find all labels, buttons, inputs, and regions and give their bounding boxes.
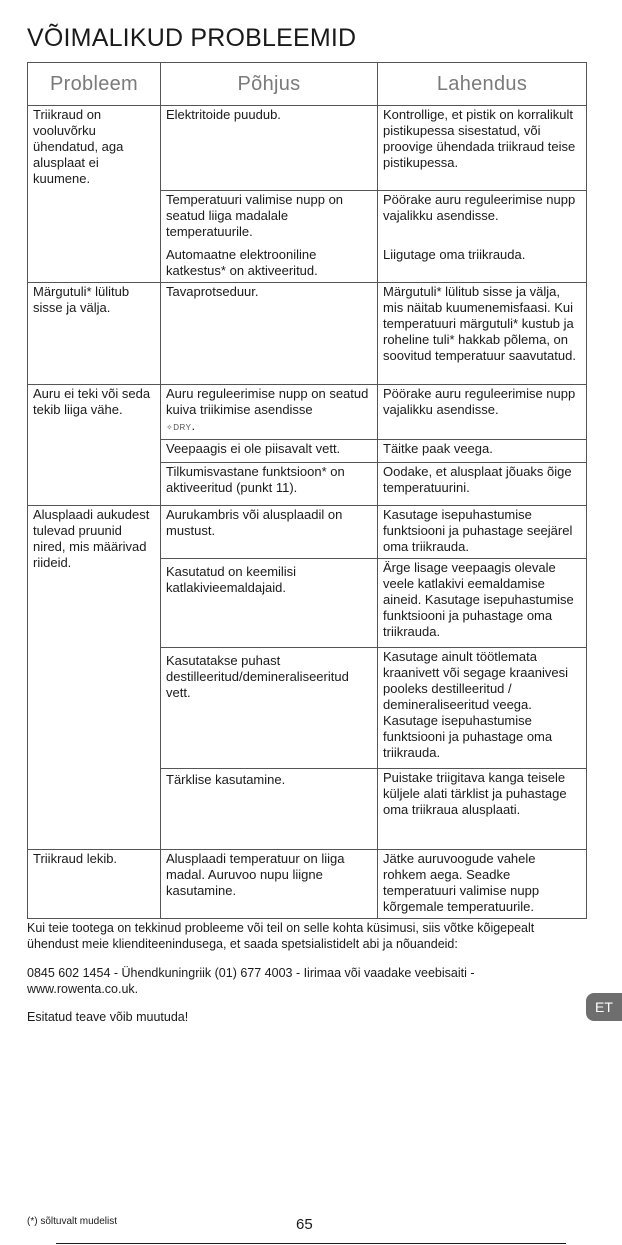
solution-cell: Pöörake auru reguleerimise nupp vajalikku asendisse. [378, 191, 587, 244]
solution-cell: Ärge lisage veepaagis olevale veele katlakivi eemaldamise aineid. Kasutage isepuhastumise funktsiooni ja puhastage oma triikrauda. [378, 559, 587, 648]
cause-cell: Aurukambris või alusplaadil on mustust. [161, 506, 378, 559]
cause-cell: Temperatuuri valimise nupp on seatud liiga madalale temperatuurile. [161, 191, 378, 244]
cause-cell: Tilkumisvastane funktsioon* on aktiveeritud (punkt 11). [161, 463, 378, 506]
contact-intro: Kui teie tootega on tekkinud probleeme või teil on selle kohta küsimusi, siis võtke kõigepealt ühendust meie klienditeenindusega, et saada spetsialistidelt abi ja nõuandeid: [27, 921, 535, 951]
solution-cell: Kasutage isepuhastumise funktsiooni ja puhastage seejärel oma triikrauda. [378, 506, 587, 559]
contact-info: 0845 602 1454 - Ühendkuningriik (01) 677 4003 - Iirimaa või vaadake veebisaiti - www.rowenta.co.uk. [27, 966, 475, 996]
cause-cell: Kasutatud on keemilisi katlakivieemaldajaid. [161, 559, 378, 648]
cause-cell: Tavaprotseduur. [161, 283, 378, 385]
cause-cell: Veepaagis ei ole piisavalt vett. [161, 440, 378, 463]
header-solution: Lahendus [378, 63, 587, 106]
solution-cell: Oodake, et alusplaat jõuaks õige temperatuurini. [378, 463, 587, 506]
problem-cell: Triikraud lekib. [28, 850, 161, 919]
solution-cell: Märgutuli* lülitub sisse ja välja, mis näitab kuumenemisfaasi. Kui temperatuuri märgutuli* kustub ja roheline tuli* hakkab põlema, on soovitud temperatuur saavutatud. [378, 283, 587, 385]
table-row [28, 385, 587, 440]
solution-cell: Liigutage oma triikrauda. [378, 243, 587, 283]
footnote: (*) sõltuvalt mudelist [27, 1216, 118, 1227]
cause-cell: Tärklise kasutamine. [161, 769, 378, 850]
dry-setting-icon: ✧DRY [166, 423, 192, 432]
troubleshooting-table [27, 62, 587, 919]
solution-cell: Kontrollige, et pistik on korralikult pistikupessa sisestatud, või proovige ühendada triikraud teise pistikupessa. [378, 106, 587, 191]
problem-cell: Triikraud on vooluvõrku ühendatud, aga alusplaat ei kuumene. [28, 106, 161, 283]
page-title: VÕIMALIKUD PROBLEEMID [27, 24, 357, 52]
cause-cell: Automaatne elektrooniline katkestus* on aktiveeritud. [161, 243, 378, 283]
cause-text: Auru reguleerimise nupp on seatud kuiva triikimise asendisse [166, 386, 369, 417]
cause-end: . [191, 418, 196, 433]
solution-cell: Pöörake auru reguleerimise nupp vajalikku asendisse. [378, 385, 587, 440]
cause-cell [161, 385, 378, 440]
notice: Esitatud teave võib muutuda! [27, 1010, 189, 1024]
solution-cell: Täitke paak veega. [378, 440, 587, 463]
solution-cell: Puistake triigitava kanga teisele küljele alati tärklist ja puhastage oma triikraua alusplaati. [378, 769, 587, 850]
table-row [28, 283, 587, 385]
problem-cell: Alusplaadi aukudest tulevad pruunid nired, mis määrivad riideid. [28, 506, 161, 850]
problem-cell: Märgutuli* lülitub sisse ja välja. [28, 283, 161, 385]
language-tab: ET [586, 993, 622, 1021]
table-header-row [28, 63, 587, 106]
cause-cell: Kasutatakse puhast destilleeritud/demineraliseeritud vett. [161, 648, 378, 769]
header-problem: Probleem [28, 63, 161, 106]
problem-cell: Auru ei teki või seda tekib liiga vähe. [28, 385, 161, 506]
table-row [28, 506, 587, 559]
header-cause: Põhjus [161, 63, 378, 106]
table-row [28, 850, 587, 919]
cause-cell: Alusplaadi temperatuur on liiga madal. Auruvoo nupu liigne kasutamine. [161, 850, 378, 919]
solution-cell: Jätke auruvoogude vahele rohkem aega. Seadke temperatuuri valimise nupp kõrgemale temperatuurile. [378, 850, 587, 919]
table-row [28, 106, 587, 191]
page-number: 65 [296, 1216, 313, 1233]
solution-cell: Kasutage ainult töötlemata kraanivett või segage kraanivesi pooleks destilleeritud / demineraliseeritud veega. Kasutage isepuhastumise funktsiooni ja puhastage oma triikrauda. [378, 648, 587, 769]
cause-cell: Elektritoide puudub. [161, 106, 378, 191]
bottom-rule [56, 1243, 566, 1244]
